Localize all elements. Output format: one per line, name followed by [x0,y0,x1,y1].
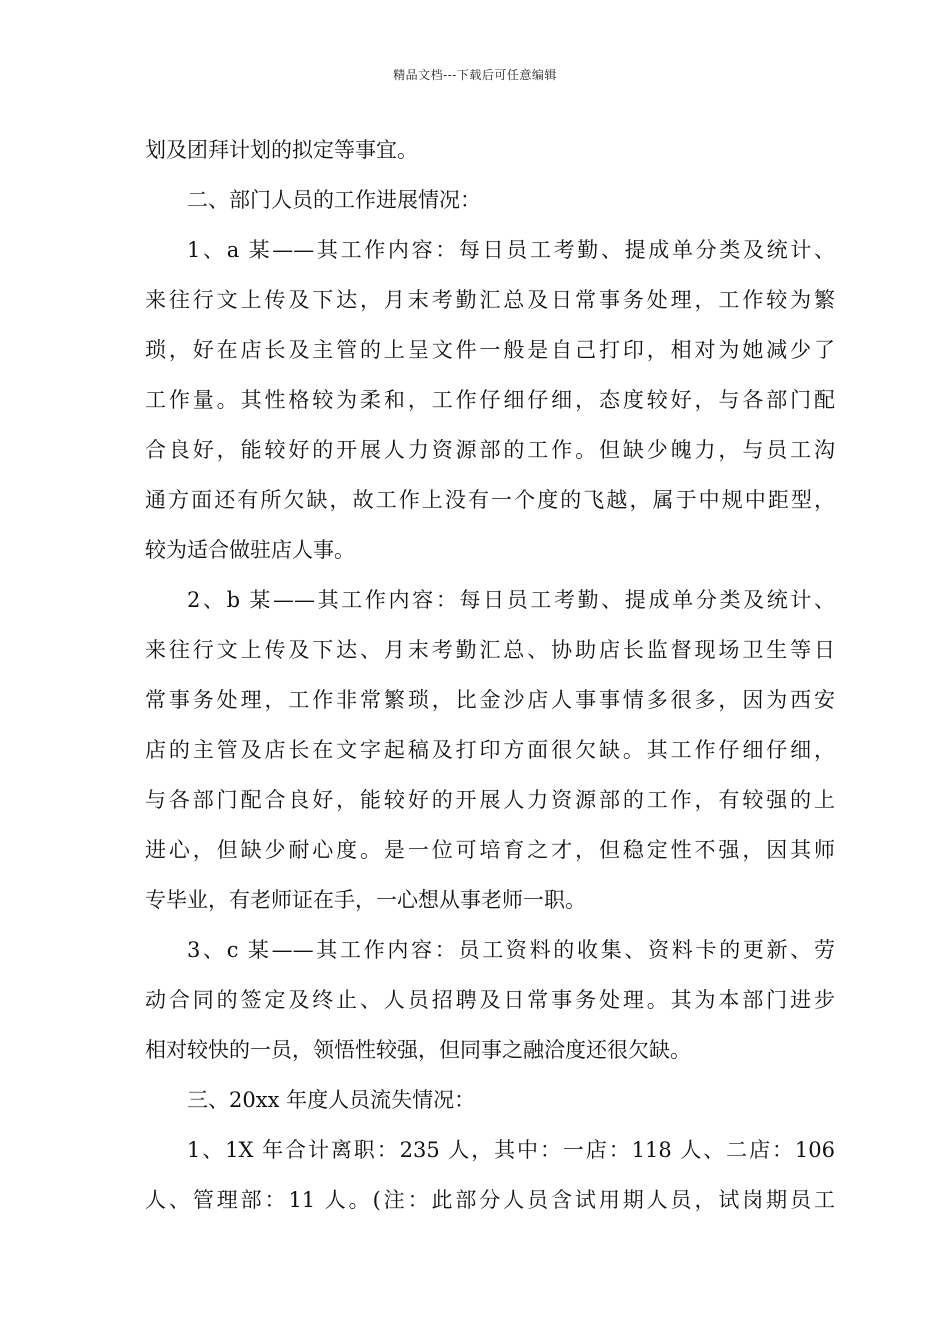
section-heading: 二、部门人员的工作进展情况： [187,188,481,212]
paragraph-line: 1、a 某——其工作内容：每日员工考勤、提成单分类及统计、 [187,238,835,262]
paragraph-line: 相对较快的一员，领悟性较强，但同事之融洽度还很欠缺。 [145,1038,691,1062]
paragraph-line: 2、b 某——其工作内容：每日员工考勤、提成单分类及统计、 [187,588,835,612]
paragraph-line: 工作量。其性格较为柔和，工作仔细仔细，态度较好，与各部门配 [145,388,835,412]
paragraph-line: 琐，好在店长及主管的上呈文件一般是自己打印，相对为她减少了 [145,338,835,362]
paragraph-line: 与各部门配合良好，能较好的开展人力资源部的工作，有较强的上 [145,788,835,812]
section-heading: 三、20xx 年度人员流失情况： [187,1088,476,1112]
document-body [145,125,835,1225]
paragraph-line: 1、1X 年合计离职：235 人，其中：一店：118 人、二店：106 [187,1138,835,1162]
page-header: 精品文档---下载后可任意编辑 [393,68,557,82]
paragraph-line: 3、c 某——其工作内容：员工资料的收集、资料卡的更新、劳 [187,938,835,962]
paragraph-line: 常事务处理，工作非常繁琐，比金沙店人事事情多很多，因为西安 [145,688,835,712]
paragraph-line: 动合同的签定及终止、人员招聘及日常事务处理。其为本部门进步 [145,988,835,1012]
paragraph-line: 来往行文上传及下达、月末考勤汇总、协助店长监督现场卫生等日 [145,638,835,662]
paragraph-line: 通方面还有所欠缺，故工作上没有一个度的飞越，属于中规中距型， [145,488,835,512]
paragraph-line: 进心，但缺少耐心度。是一位可培育之才，但稳定性不强，因其师 [145,838,835,862]
paragraph-line: 人、管理部：11 人。(注：此部分人员含试用期人员，试岗期员工 [145,1188,835,1212]
paragraph-line: 专毕业，有老师证在手，一心想从事老师一职。 [145,888,586,912]
paragraph-line: 来往行文上传及下达，月末考勤汇总及日常事务处理，工作较为繁 [145,288,835,312]
paragraph-line: 合良好，能较好的开展人力资源部的工作。但缺少魄力，与员工沟 [145,438,835,462]
paragraph-line: 店的主管及店长在文字起稿及打印方面很欠缺。其工作仔细仔细， [145,738,835,762]
paragraph-line: 较为适合做驻店人事。 [145,538,355,562]
paragraph-line: 划及团拜计划的拟定等事宜。 [145,138,418,162]
